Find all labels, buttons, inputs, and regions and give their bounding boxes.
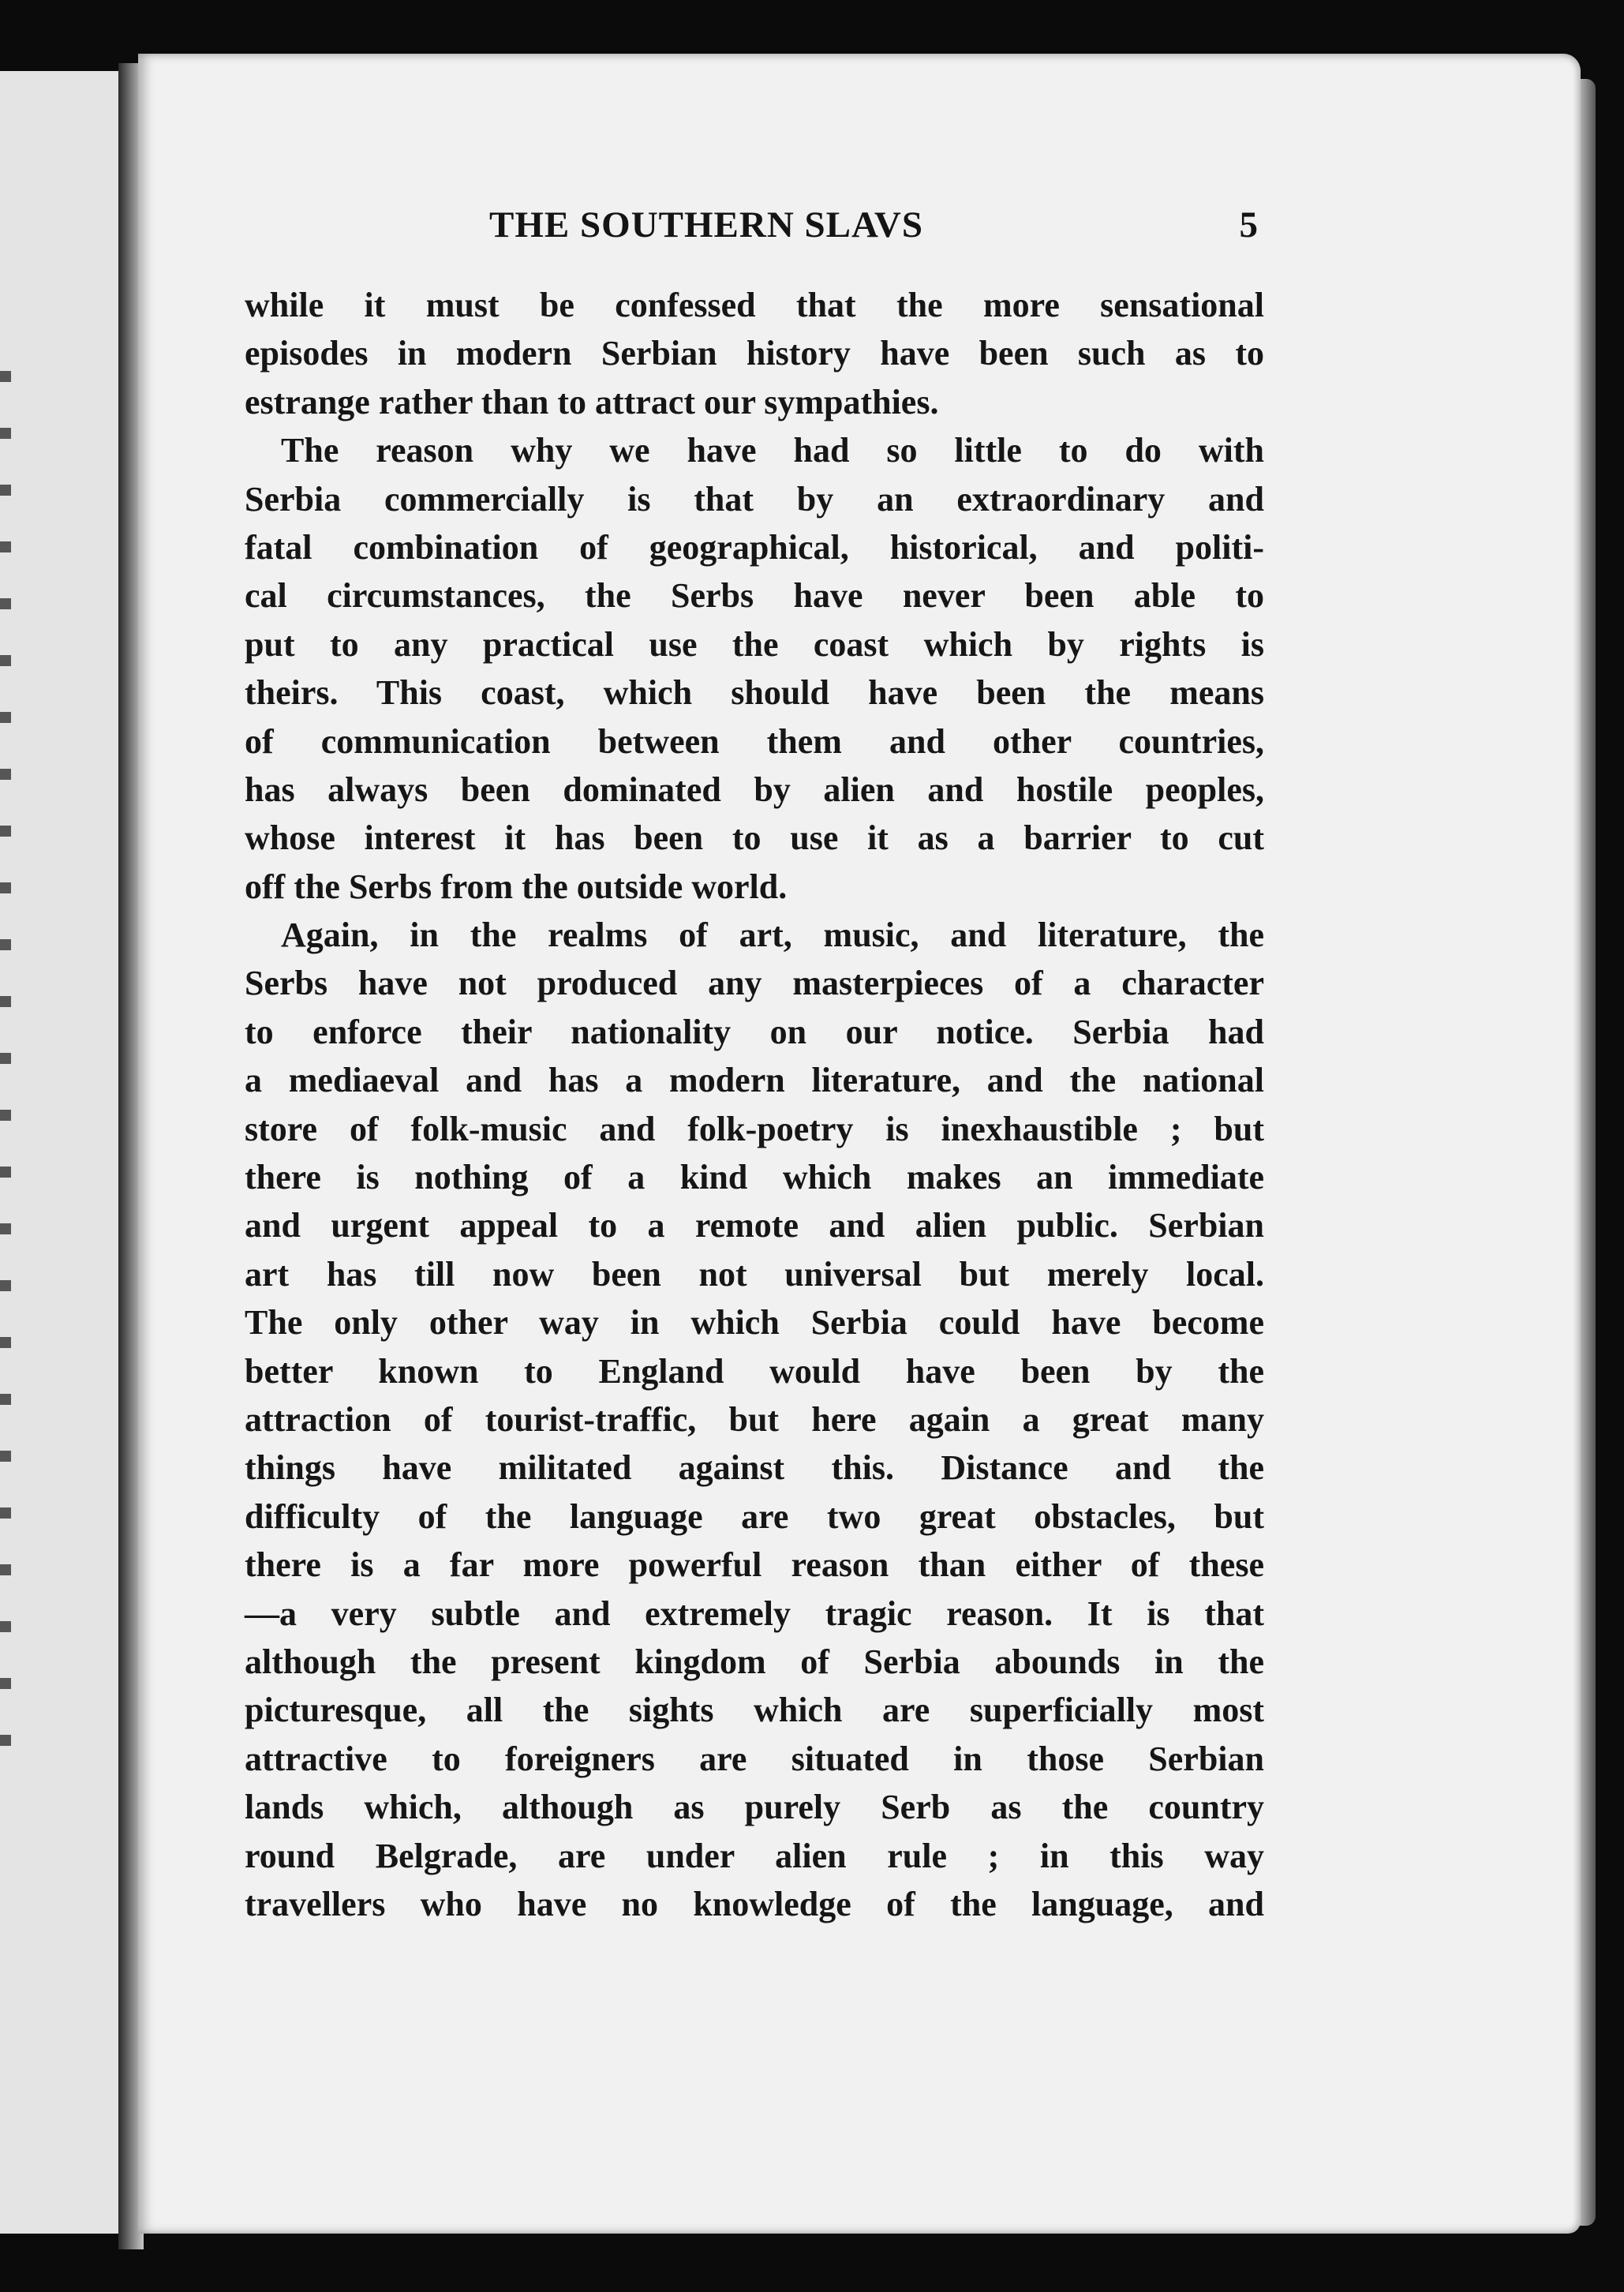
text-line: has always been dominated by alien and hostile peoples,	[245, 770, 1264, 809]
text-line: art has till now been not universal but merely local.	[245, 1254, 1264, 1294]
text-line: episodes in modern Serbian history have been such as to	[245, 334, 1264, 373]
text-line: things have militated against this. Distance and the	[245, 1448, 1264, 1488]
text-line: whose interest it has been to use it as a barrier to cut	[245, 818, 1264, 858]
text-line: estrange rather than to attract our sympathies.	[245, 382, 939, 421]
text-line: to enforce their nationality on our notice. Serbia had	[245, 1012, 1264, 1051]
previous-page-edge	[0, 71, 122, 2234]
text-line: of communication between them and other countries,	[245, 721, 1264, 761]
text-line: there is a far more powerful reason than either of these	[245, 1545, 1264, 1585]
text-line: picturesque, all the sights which are superficially most	[245, 1691, 1264, 1730]
text-line: round Belgrade, are under alien rule ; in this way	[245, 1836, 1264, 1875]
text-line: attraction of tourist-traffic, but here again a great many	[245, 1399, 1264, 1439]
text-line: Again, in the realms of art, music, and literature, the	[281, 916, 1264, 955]
page-number: 5	[1239, 204, 1259, 245]
text-line: there is nothing of a kind which makes an immediate	[245, 1158, 1264, 1197]
text-line: The reason why we have had so little to do with	[281, 431, 1264, 470]
text-line: lands which, although as purely Serb as the country	[245, 1788, 1264, 1827]
running-title: THE SOUTHERN SLAVS	[489, 204, 923, 245]
page-header	[245, 204, 1259, 254]
text-line: better known to England would have been by the	[245, 1351, 1264, 1391]
body-text	[245, 281, 1264, 1928]
page-right-edge	[1578, 79, 1596, 2226]
text-line: attractive to foreigners are situated in those Serbian	[245, 1739, 1264, 1778]
text-line: cal circumstances, the Serbs have never been able to	[245, 576, 1264, 616]
text-line: difficulty of the language are two great obstacles, but	[245, 1496, 1264, 1536]
text-line: theirs. This coast, which should have been the means	[245, 673, 1264, 713]
text-line: a mediaeval and has a modern literature, and the national	[245, 1061, 1264, 1100]
text-line: fatal combination of geographical, historical, and politi-	[245, 527, 1264, 567]
text-line: travellers who have no knowledge of the language, and	[245, 1884, 1264, 1923]
text-line: —a very subtle and extremely tragic reason. It is that	[245, 1594, 1264, 1633]
text-line: Serbs have not produced any masterpieces of a character	[245, 964, 1264, 1003]
text-line: while it must be confessed that the more sensational	[245, 286, 1264, 324]
text-line: Serbia commercially is that by an extraordinary and	[245, 479, 1264, 519]
text-line: put to any practical use the coast which by rights is	[245, 624, 1264, 664]
text-line: The only other way in which Serbia could have become	[245, 1303, 1264, 1343]
text-line: off the Serbs from the outside world.	[245, 867, 788, 906]
text-line: although the present kingdom of Serbia abounds in the	[245, 1642, 1264, 1681]
previous-page-text-fragments	[0, 371, 11, 1792]
text-line: store of folk-music and folk-poetry is inexhaustible ; but	[245, 1109, 1264, 1148]
text-line: and urgent appeal to a remote and alien public. Serbian	[245, 1206, 1264, 1245]
